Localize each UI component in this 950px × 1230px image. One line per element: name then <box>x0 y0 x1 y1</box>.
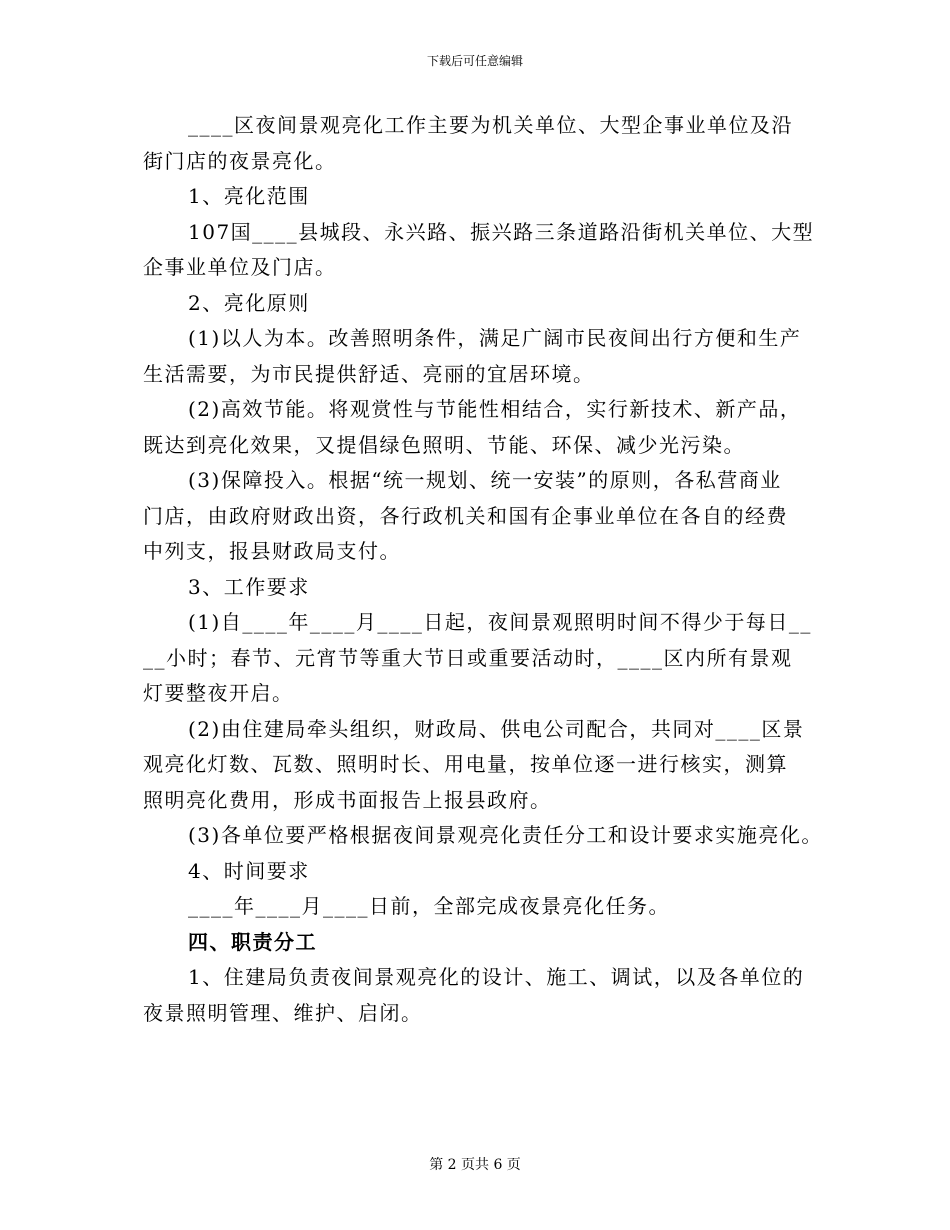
text-line: 街门店的夜景亮化。 <box>143 148 337 173</box>
text-line: 既达到亮化效果，又提倡绿色照明、节能、环保、减少光污染。 <box>143 432 745 457</box>
text-line: 1、住建局负责夜间景观亮化的设计、施工、调试，以及各单位的 <box>188 965 805 989</box>
page-header: 下载后可任意编辑 <box>426 54 523 68</box>
text-line: (3)各单位要严格根据夜间景观亮化责任分工和设计要求实施亮化。 <box>188 823 823 847</box>
text-line: (1)以人为本。改善照明条件，满足广阔市民夜间出行方便和生产 <box>188 326 802 350</box>
section-heading: 4、时间要求 <box>188 858 310 883</box>
text-line: 照明亮化费用，形成书面报告上报县政府。 <box>143 787 552 812</box>
section-heading: 1、亮化范围 <box>188 184 310 208</box>
text-line: 观亮化灯数、瓦数、照明时长、用电量，按单位逐一进行核实，测算 <box>143 752 788 776</box>
text-line: ____年____月____日前，全部完成夜景亮化任务。 <box>188 894 670 918</box>
section-heading: 3、工作要求 <box>188 574 310 599</box>
page-footer: 第 2 页共 6 页 <box>429 1157 521 1173</box>
text-line: 中列支，报县财政局支付。 <box>143 539 401 563</box>
text-line: 107国____县城段、永兴路、振兴路三条道路沿街机关单位、大型 <box>188 219 815 244</box>
text-line: (2)高效节能。将观赏性与节能性相结合，实行新技术、新产品， <box>188 397 802 421</box>
text-line: 门店，由政府财政出资，各行政机关和国有企事业单位在各自的经费 <box>143 503 788 528</box>
text-line: __小时；春节、元宵节等重大节日或重要活动时，____区内所有景观 <box>143 645 793 670</box>
text-line: ____区夜间景观亮化工作主要为机关单位、大型企事业单位及沿 <box>188 113 793 137</box>
text-line: 生活需要，为市民提供舒适、亮丽的宜居环境。 <box>143 361 595 386</box>
text-line: (3)保障投入。根据“统一规划、统一安装”的原则，各私营商业 <box>188 468 782 492</box>
text-line: (1)自____年____月____日起，夜间景观照明时间不得少于每日__ <box>188 610 812 634</box>
text-line: 企事业单位及门店。 <box>143 255 337 279</box>
text-line: 夜景照明管理、维护、启闭。 <box>143 1000 423 1025</box>
document-body <box>143 108 823 1031</box>
chapter-heading: 四、职责分工 <box>188 929 317 954</box>
text-line: 灯要整夜开启。 <box>143 681 294 705</box>
section-heading: 2、亮化原则 <box>188 290 310 315</box>
text-line: (2)由住建局牵头组织，财政局、供电公司配合，共同对____区景 <box>188 716 805 741</box>
